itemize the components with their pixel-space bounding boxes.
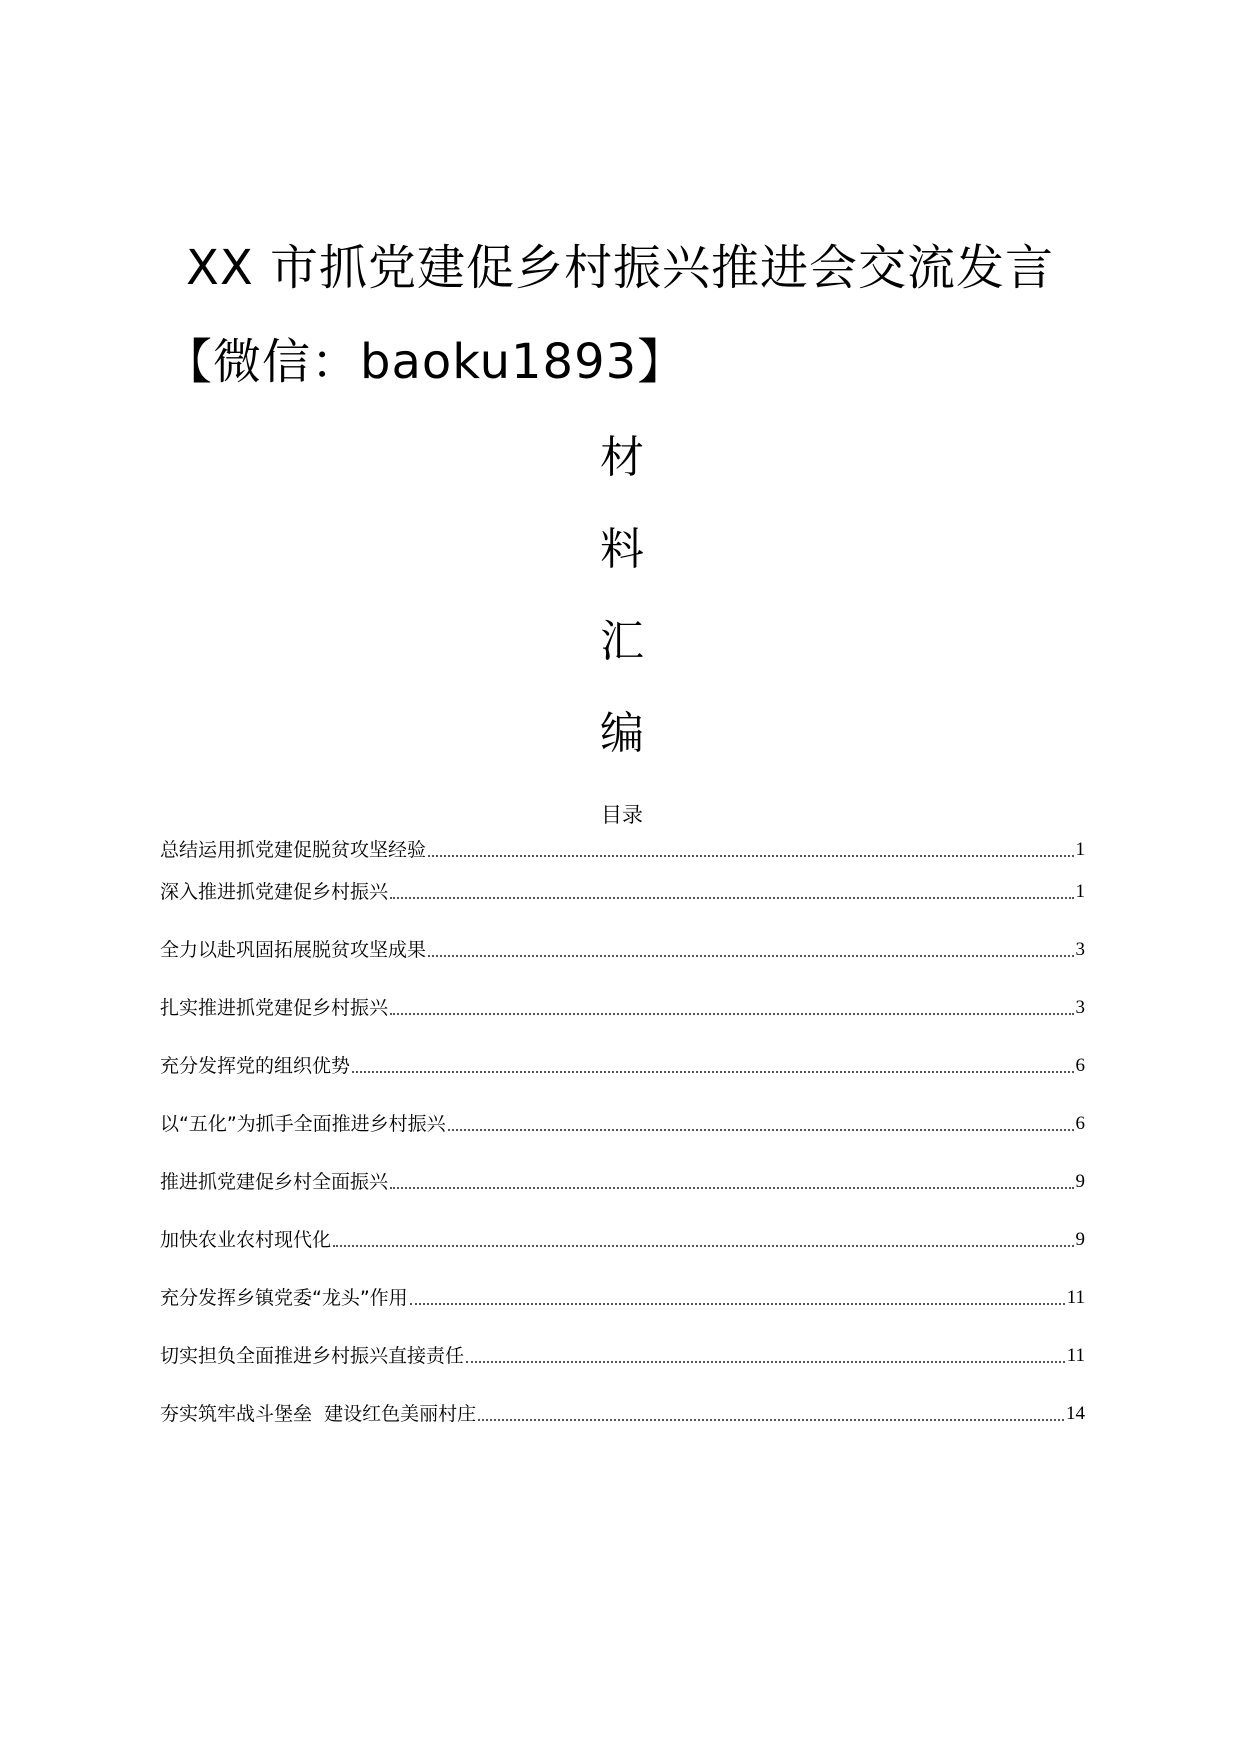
toc-entry[interactable] — [160, 922, 1085, 980]
toc-entry[interactable] — [160, 980, 1085, 1038]
toc-dot-leader — [410, 1303, 1065, 1305]
toc-entry-title: 总结运用抓党建促脱贫攻坚经验 — [160, 839, 427, 861]
toc-entry-title: 以“五化”为抓手全面推进乡村振兴 — [160, 1113, 446, 1135]
document-title-wechat: 【微信：baoku1893】 — [164, 334, 687, 390]
toc-entry-title: 夯实筑牢战斗堡垒 建设红色美丽村庄 — [160, 1403, 477, 1425]
toc-dot-leader — [448, 1129, 1074, 1131]
vertical-title-char: 编 — [600, 708, 644, 759]
toc-dot-leader — [390, 1013, 1073, 1015]
toc-entry-title: 充分发挥乡镇党委“龙头”作用 — [160, 1287, 408, 1309]
toc-entry-title: 扎实推进抓党建促乡村振兴 — [160, 997, 389, 1019]
toc-dot-leader — [478, 1419, 1064, 1421]
toc-entry-page: 14 — [1066, 1403, 1085, 1424]
toc-entry[interactable] — [160, 1270, 1085, 1328]
toc-entry-page: 11 — [1066, 1287, 1085, 1308]
toc-dot-leader — [428, 855, 1073, 857]
toc-entry[interactable] — [160, 1038, 1085, 1096]
document-title: XX 市抓党建促乡村振兴推进会交流发言 — [185, 240, 1055, 296]
toc-entry[interactable] — [160, 834, 1085, 864]
toc-entry-page: 6 — [1075, 1113, 1085, 1134]
toc-entry-page: 3 — [1075, 997, 1085, 1018]
vertical-title-char: 料 — [600, 524, 644, 575]
toc-dot-leader — [390, 1187, 1073, 1189]
toc-entry[interactable] — [160, 1154, 1085, 1212]
toc-entry[interactable] — [160, 1212, 1085, 1270]
toc-entry-title: 充分发挥党的组织优势 — [160, 1055, 351, 1077]
toc-entry-title: 切实担负全面推进乡村振兴直接责任 — [160, 1345, 465, 1367]
toc-entry-page: 11 — [1066, 1345, 1085, 1366]
toc-dot-leader — [333, 1245, 1073, 1247]
toc-entry-title: 全力以赴巩固拓展脱贫攻坚成果 — [160, 939, 427, 961]
vertical-title-char: 汇 — [600, 616, 644, 667]
vertical-title-char: 材 — [600, 432, 644, 483]
toc-entry-page: 9 — [1075, 1229, 1085, 1250]
toc-entry[interactable] — [160, 1096, 1085, 1154]
toc-dot-leader — [428, 955, 1073, 957]
toc-entry-title: 加快农业农村现代化 — [160, 1229, 332, 1251]
toc-entry-page: 1 — [1075, 839, 1085, 860]
toc-dot-leader — [466, 1361, 1065, 1363]
toc-dot-leader — [390, 897, 1073, 899]
toc-entry-page: 6 — [1075, 1055, 1085, 1076]
toc-entry[interactable] — [160, 864, 1085, 922]
toc-entry-page: 3 — [1075, 939, 1085, 960]
toc-entry-title: 推进抓党建促乡村全面振兴 — [160, 1171, 389, 1193]
toc-heading: 目录 — [601, 803, 643, 827]
toc-entry-page: 9 — [1075, 1171, 1085, 1192]
toc-entry-page: 1 — [1075, 881, 1085, 902]
toc-dot-leader — [352, 1071, 1073, 1073]
toc-entry[interactable] — [160, 1328, 1085, 1386]
table-of-contents — [160, 834, 1085, 1444]
toc-entry-title: 深入推进抓党建促乡村振兴 — [160, 881, 389, 903]
toc-entry[interactable] — [160, 1386, 1085, 1444]
